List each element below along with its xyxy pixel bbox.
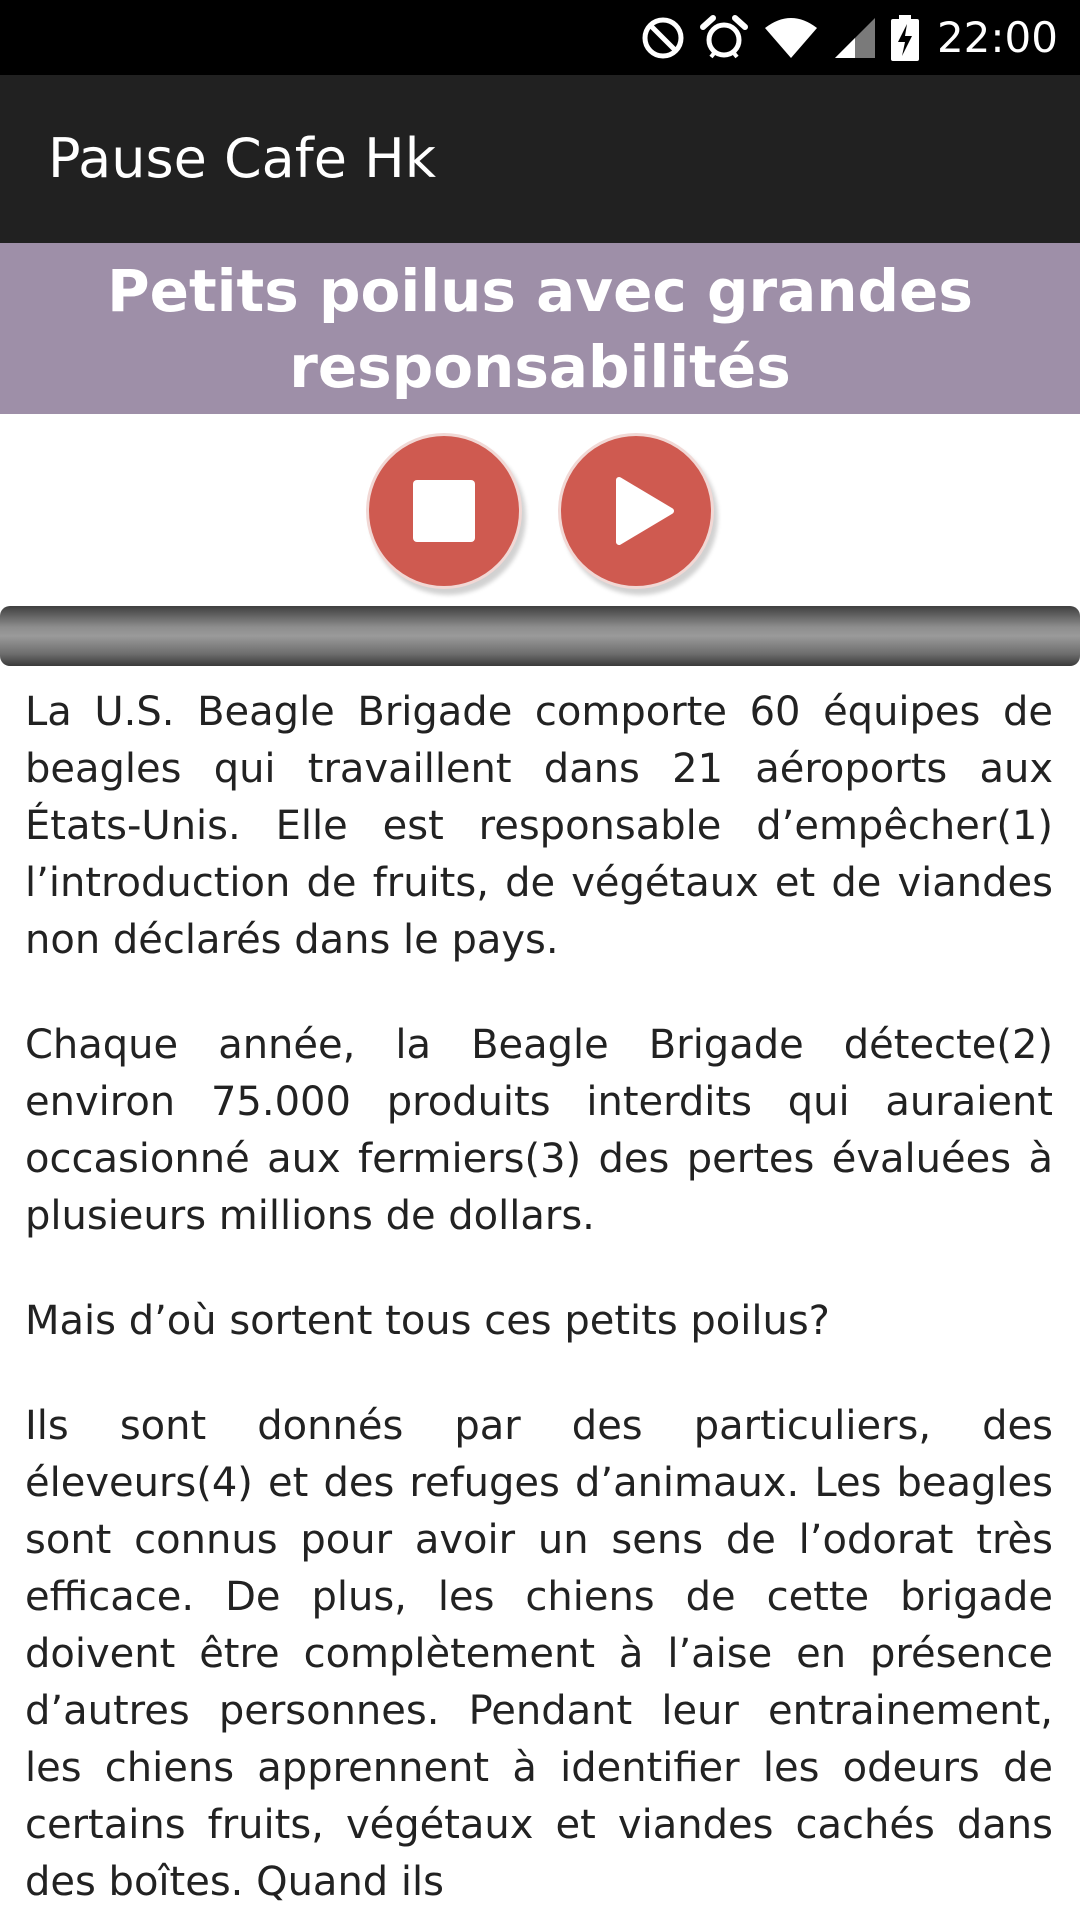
player-controls <box>0 414 1080 606</box>
signal-icon <box>833 16 877 60</box>
article-paragraph: La U.S. Beagle Brigade comporte 60 équipes de beagles qui travaillent dans 21 aéroports aux États-Unis. Elle est responsable d’empêcher(1) l’introduction de fruits, de végétaux et de viandes non déclarés dans le pays. <box>25 689 1053 963</box>
article-paragraph: Chaque année, la Beagle Brigade détecte(2) environ 75.000 produits interdits qui auraient occasionné aux fermiers(3) des pertes évaluées à plusieurs millions de dollars. <box>25 1022 1053 1239</box>
article-paragraph: Mais d’où sortent tous ces petits poilus? <box>25 1298 830 1344</box>
app-bar <box>0 75 1080 243</box>
audio-seek-bar[interactable] <box>0 606 1080 666</box>
do-not-disturb-icon <box>641 16 685 60</box>
article-title: Petits poilus avec grandes responsabilités <box>107 256 973 401</box>
status-bar <box>0 0 1080 75</box>
status-icons <box>641 0 1058 75</box>
play-button[interactable] <box>558 433 714 589</box>
wifi-icon <box>763 16 819 60</box>
stop-button[interactable] <box>366 433 522 589</box>
play-icon <box>613 476 677 546</box>
article-body <box>25 684 1053 1920</box>
article-title-banner <box>0 243 1080 414</box>
battery-charging-icon <box>891 15 919 61</box>
alarm-icon <box>699 15 749 61</box>
stop-icon <box>413 480 475 542</box>
article-paragraph: Ils sont donnés par des particuliers, des éleveurs(4) et des refuges d’animaux. Les beagles sont connus pour avoir un sens de l’odorat très efficace. De plus, les chiens de cette brigade doivent être complètement à l’aise en présence d’autres personnes. Pendant leur entrainement, les chiens apprennent à identifier les odeurs de certains fruits, végétaux et viandes cachés dans des boîtes. Quand ils <box>25 1403 1053 1905</box>
status-time: 22:00 <box>936 13 1058 62</box>
app-title: Pause Cafe Hk <box>48 127 437 190</box>
